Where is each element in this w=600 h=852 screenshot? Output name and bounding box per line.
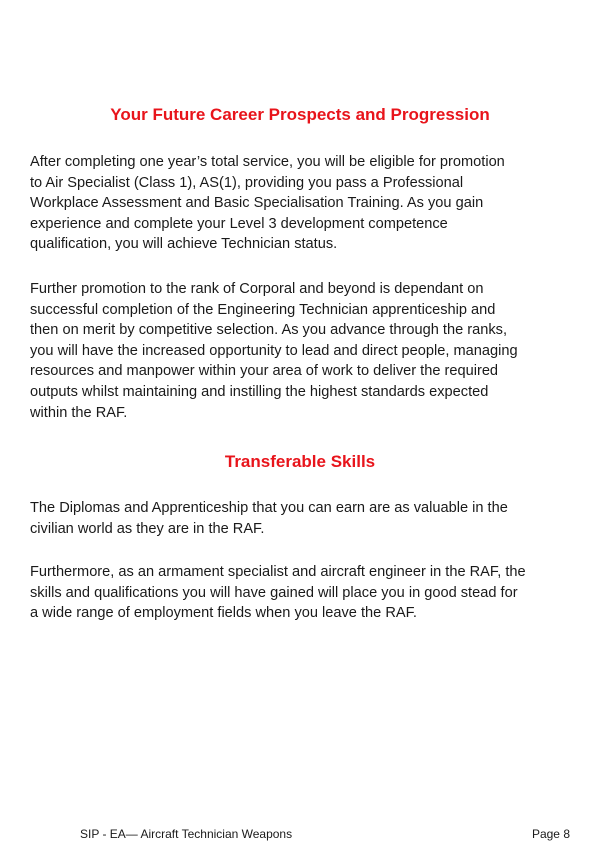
footer-page-number: Page 8 [531, 827, 570, 841]
paragraph-diplomas-value: The Diplomas and Apprenticeship that you can earn are as valuable in the civilian world as they are in the RAF. [30, 500, 508, 537]
footer-document-title: SIP - EA— Aircraft Technician Weapons [80, 827, 293, 841]
paragraph-further-promotion: Further promotion to the rank of Corporal and beyond is dependant on successful completion of the Engineering Technician apprenticeship and then on merit by competitive selection. As you advance through the ranks, you will have the increased opportunity to lead and direct people, managing resources and manpower within your area of work to deliver the required outputs whilst maintaining and instilling the highest standards expected within the RAF. [30, 281, 518, 421]
paragraph-employment-fields: Furthermore, as an armament specialist and aircraft engineer in the RAF, the skills and qualifications you will have gained will place you in good stead for a wide range of employment fields when you leave the RAF. [30, 564, 526, 622]
paragraph-promotion-eligibility: After completing one year’s total service, you will be eligible for promotion to Air Specialist (Class 1), AS(1), providing you pass a Professional Workplace Assessment and Basic Specialisation Training. As you gain experience and complete your Level 3 development competence qualification, you will achieve Technician status. [30, 154, 505, 253]
section-heading-transferable-skills: Transferable Skills [224, 452, 376, 471]
section-heading-career-prospects: Your Future Career Prospects and Progression [110, 105, 490, 124]
